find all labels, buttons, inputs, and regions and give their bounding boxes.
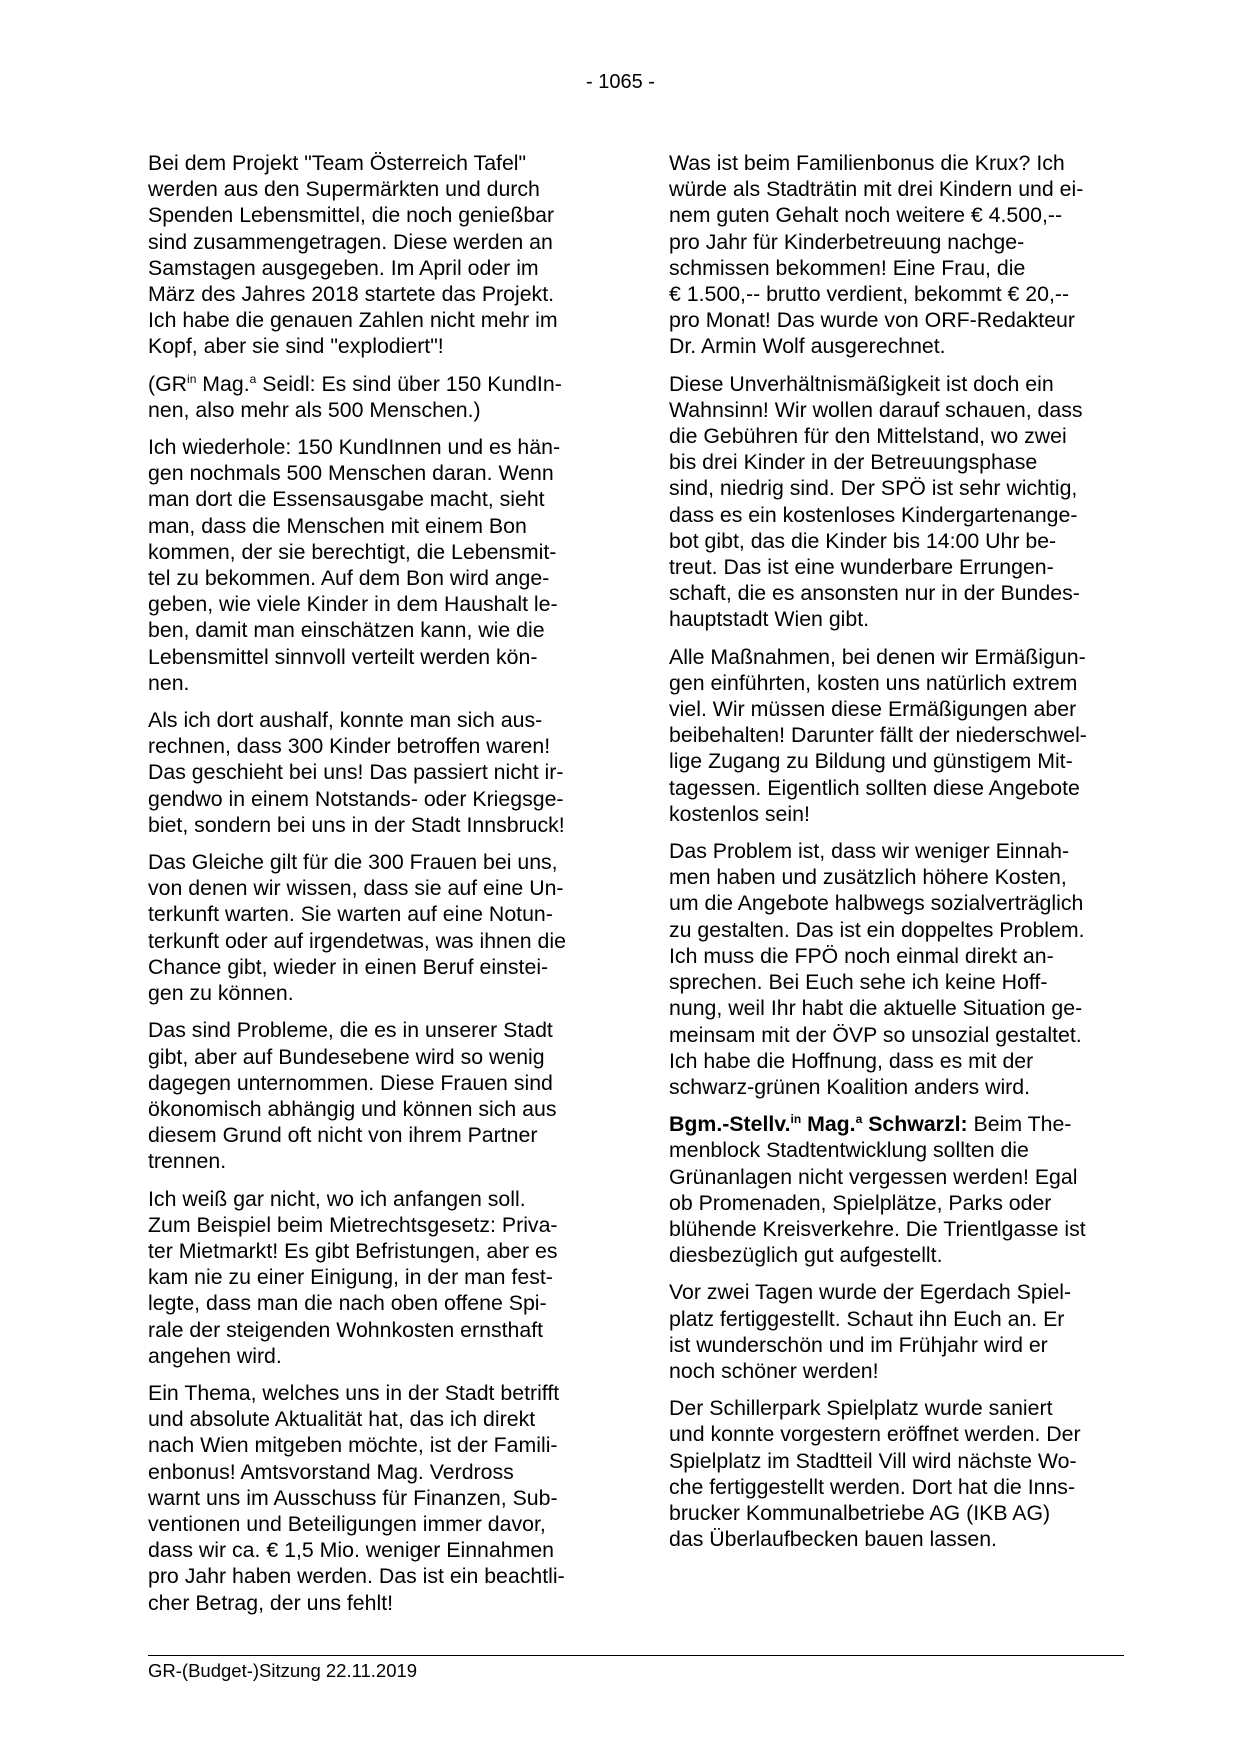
speaker-name	[669, 1112, 968, 1136]
paragraph: Das Gleiche gilt für die 300 Frauen bei uns, von denen wir wissen, dass sie auf eine Un- terkunft warten. Sie warten auf eine Notun- terkunft oder auf irgendetwas, was ihnen die Chance gibt, wieder in einen Beruf einstei- gen zu können.	[148, 850, 566, 1006]
right-column	[669, 150, 1124, 1563]
paragraph: Der Schillerpark Spielplatz wurde saniert und konnte vorgestern eröffnet werden. Der Spielplatz im Stadtteil Vill wird nächste Wo- che fertiggestellt werden. Dort hat die Inns- brucker Kommunalbetriebe AG (IKB AG) das Überlaufbecken bauen lassen.	[669, 1396, 1081, 1552]
speaker-surname: Schwarzl:	[862, 1112, 968, 1137]
interjection-text: Seidl: Es sind über 150 KundIn- nen, also mehr als 500 Menschen.)	[148, 371, 562, 422]
paragraph: Diese Unverhältnismäßigkeit ist doch ein Wahnsinn! Wir wollen darauf schauen, dass die Gebühren für den Mittelstand, wo zwei bis drei Kinder in der Betreuungsphase sind, niedrig sind. Der SPÖ ist sehr wichtig, dass es ein kostenloses Kindergartenange- bot gibt, das die Kinder bis 14:00 Uhr be- treut. Das ist eine wunderbare Errungen- schaft, die es ansonsten nur in der Bundes- hauptstadt Wien gibt.	[669, 371, 1083, 632]
paragraph: Ich wiederhole: 150 KundInnen und es hän- gen nochmals 500 Menschen daran. Wenn man dort die Essensausgabe macht, sieht man, dass die Menschen mit einem Bon kommen, der sie berechtigt, die Lebensmit- tel zu bekommen. Auf dem Bon wird ange- geben, wie viele Kinder in dem Haushalt le- ben, damit man einschätzen kann, wie die Lebensmittel sinnvoll verteilt werden kön- nen.	[148, 435, 561, 695]
paragraph: Ich weiß gar nicht, wo ich anfangen soll. Zum Beispiel beim Mietrechtsgesetz: Priva- ter Mietmarkt! Es gibt Befristungen, aber es kam nie zu einer Einigung, in der man fest- legte, dass man die nach oben offene Spi- rale der steigenden Wohnkosten ernsthaft angehen wird.	[148, 1186, 558, 1368]
interjection-mid: Mag.	[196, 371, 250, 396]
paragraph: Als ich dort aushalf, konnte man sich aus- rechnen, dass 300 Kinder betroffen waren! Das geschieht bei uns! Das passiert nicht ir- gendwo in einem Notstands- oder Kriegsge- biet, sondern bei uns in der Stadt Innsbruck!	[148, 708, 565, 837]
paragraph: Das sind Probleme, die es in unserer Stadt gibt, aber auf Bundesebene wird so wenig dagegen unternommen. Diese Frauen sind ökonomisch abhängig und können sich aus diesem Grund oft nicht von ihrem Partner trennen.	[148, 1018, 557, 1174]
footer-session-label: GR-(Budget-)Sitzung 22.11.2019	[148, 1660, 418, 1681]
footer-divider	[148, 1655, 1124, 1656]
paragraph: Vor zwei Tagen wurde der Egerdach Spiel- platz fertiggestellt. Schaut ihn Euch an. Er ist wunderschön und im Frühjahr wird er noch schöner werden!	[669, 1280, 1072, 1383]
paragraph: Ein Thema, welches uns in der Stadt betrifft und absolute Aktualität hat, das ich direkt nach Wien mitgeben möchte, ist der Famili- enbonus! Amtsvorstand Mag. Verdross warnt uns im Ausschuss für Finanzen, Sub- ventionen und Beteiligungen immer davor, dass wir ca. € 1,5 Mio. weniger Einnahmen pro Jahr haben werden. Das ist ein beachtli- cher Betrag, der uns fehlt!	[148, 1380, 565, 1615]
paragraph: Was ist beim Familienbonus die Krux? Ich würde als Stadträtin mit drei Kindern und ei- nem guten Gehalt noch weitere € 4.500,-- pro Jahr für Kinderbetreuung nachge- schmissen bekommen! Eine Frau, die € 1.500,-- brutto verdient, bekommt € 20,-- pro Monat! Das wurde von ORF-Redakteur Dr. Armin Wolf ausgerechnet.	[669, 151, 1084, 359]
interjection-prefix: (GR	[148, 371, 188, 396]
speaker-prefix: Bgm.-Stellv.	[669, 1112, 791, 1137]
interjection	[148, 371, 603, 423]
page-number: - 1065 -	[586, 71, 655, 93]
speaker-paragraph	[669, 1111, 1124, 1268]
left-column	[148, 150, 603, 1627]
speaker-sup-in: in	[790, 1112, 802, 1127]
paragraph: Bei dem Projekt "Team Österreich Tafel" werden aus den Supermärkten und durch Spenden Lebensmittel, die noch genießbar sind zusammengetragen. Diese werden an Samstagen ausgegeben. Im April oder im März des Jahres 2018 startete das Projekt. Ich habe die genauen Zahlen nicht mehr im Kopf, aber sie sind "explodiert"!	[148, 151, 558, 359]
interjection-sup-a: a	[249, 371, 257, 386]
speaker-text: Beim The- menblock Stadtentwicklung sollten die Grünanlagen nicht vergessen werden! Egal ob Promenaden, Spielplätze, Parks oder blühende Kreisverkehre. Die Trientlgasse ist diesbezüglich gut aufgestellt.	[669, 1112, 1086, 1268]
paragraph: Alle Maßnahmen, bei denen wir Ermäßigun- gen einführten, kosten uns natürlich extrem viel. Wir müssen diese Ermäßigungen aber beibehalten! Darunter fällt der niederschwel- lige Zugang zu Bildung und günstigem Mit- tagessen. Eigentlich sollten diese Angebote kostenlos sein!	[669, 644, 1087, 826]
speaker-sup-a: a	[855, 1112, 863, 1127]
speaker-mid: Mag.	[801, 1112, 856, 1137]
interjection-sup-in: in	[187, 371, 197, 386]
paragraph: Das Problem ist, dass wir weniger Einnah- men haben und zusätzlich höhere Kosten, um die Angebote halbwegs sozialverträglich zu gestalten. Das ist ein doppeltes Problem. Ich muss die FPÖ noch einmal direkt an- sprechen. Bei Euch sehe ich keine Hoff- nung, weil Ihr habt die aktuelle Situation ge- meinsam mit der ÖVP so unsozial gestaltet. Ich habe die Hoffnung, dass es mit der schwarz-grünen Koalition anders wird.	[669, 839, 1085, 1099]
